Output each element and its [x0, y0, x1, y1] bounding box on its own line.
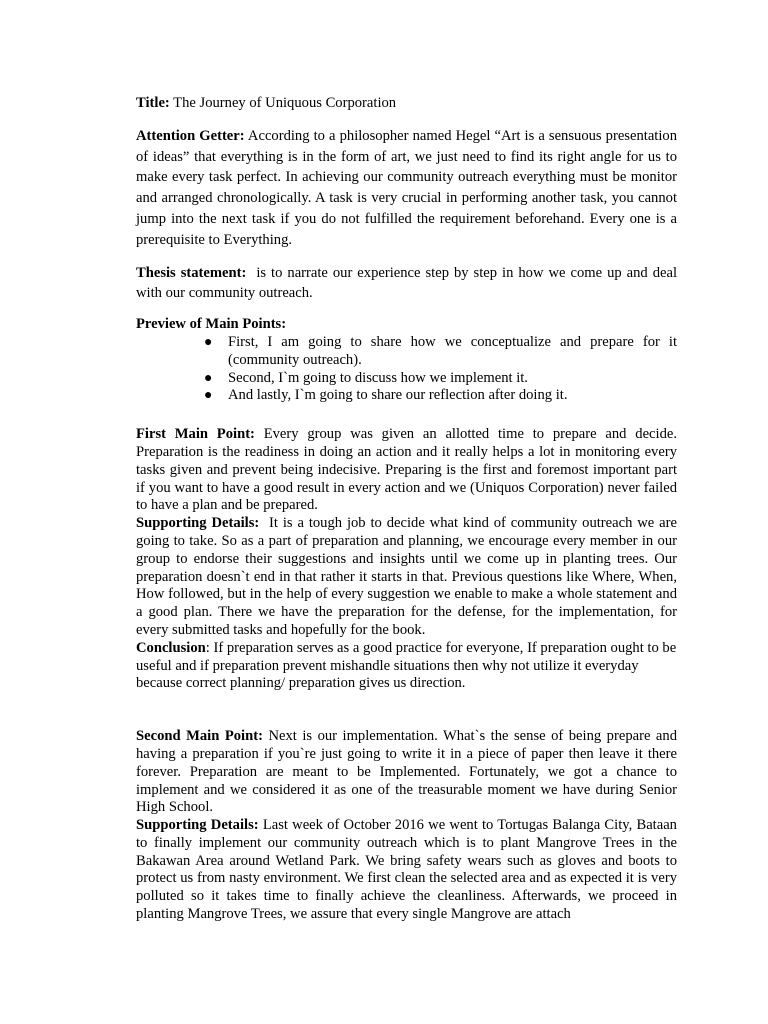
- preview-item-text: And lastly, I`m going to share our reflection after doing it.: [228, 387, 568, 404]
- thesis-label: Thesis statement:: [136, 264, 247, 281]
- second-supporting-paragraph: [136, 817, 677, 924]
- list-item: [204, 369, 677, 388]
- preview-item-text: Second, I`m going to discuss how we implement it.: [228, 369, 528, 386]
- bullet-icon: ●: [204, 370, 213, 386]
- attention-getter-paragraph: [136, 126, 677, 251]
- first-main-point-label: First Main Point:: [136, 426, 255, 443]
- conclusion-label: Conclusion: [136, 639, 206, 656]
- preview-heading: [136, 316, 677, 334]
- attention-getter-text: According to a philosopher named Hegel “Art is a sensuous presentation of ideas” that everything is in the form of art, we just need to find its right angle for us to make every task perfect. In achieving our community outreach everything must be monitor and arranged chronologically. A task is very crucial in performing another task, you cannot jump into the next task if you do not fulfilled the requirement beforehand. Every one is a prerequisite to Everything.: [136, 127, 678, 248]
- thesis-paragraph: [136, 263, 677, 305]
- attention-getter-label: Attention Getter:: [136, 127, 245, 144]
- first-main-point-paragraph: [136, 426, 677, 515]
- preview-label: Preview of Main Points:: [136, 316, 287, 333]
- second-main-point-text: Next is our implementation. What`s the sense of being prepare and having a preparation if you`re just going to write it in a piece of paper then leave it there forever. Preparation are meant to be Implemented. Fortunately, we got a chance to implement and we considered it as one of the treasurable moment we have during Senior High School.: [136, 728, 678, 816]
- preview-list: [136, 334, 677, 405]
- second-main-point-label: Second Main Point:: [136, 728, 263, 745]
- thesis-text: is to narrate our experience step by step in how we come up and deal with our community outreach.: [136, 264, 677, 302]
- second-main-point-paragraph: [136, 728, 677, 817]
- list-item: [204, 333, 677, 370]
- second-supporting-label: Supporting Details:: [136, 817, 259, 834]
- first-supporting-text: It is a tough job to decide what kind of community outreach we are going to take. So as a part of preparation and planning, we encourage every member in our group to endorse their suggestions and insights until we come up in planting trees. Our preparation doesn`t end in that rather it starts in that. Previous questions like Where, When, How followed, but in the help of every suggestion we enable to make a whole statement and a good plan. There we have the preparation for the defense, for the implementation, for every submitted tasks and hopefully for the book.: [136, 515, 677, 638]
- document-body: [136, 93, 677, 924]
- bullet-icon: ●: [204, 334, 213, 350]
- first-main-point-text: Every group was given an allotted time to prepare and decide. Preparation is the readiness in doing an action and it really helps a lot in monitoring every tasks given and prevent being indecisive. Preparing is the first and foremost important part if you want to have a good result in every action and we (Uniquos Corporation) never failed to have a plan and be prepared.: [136, 426, 677, 514]
- list-item: [204, 387, 677, 405]
- first-supporting-paragraph: [136, 515, 677, 640]
- title-label: Title:: [136, 95, 170, 111]
- conclusion-text: : If preparation serves as a good practice for everyone, If preparation ought to be useful and if preparation prevent mishandle situations then why not utilize it everyday because correct planning/ preparation gives us direction.: [136, 639, 677, 692]
- title-text: The Journey of Uniquous Corporation: [173, 95, 397, 111]
- second-supporting-text: Last week of October 2016 we went to Tortugas Balanga City, Bataan to finally implement our community outreach which is to plant Mangrove Trees in the Bakawan Area around Wetland Park. We bring safety wears such as gloves and boots to protect us from nasty environment. We first clean the selected area and as expected it is very polluted so it takes time to finally achieve the cleanliness. Afterwards, we proceed in planting Mangrove Trees, we assure that every single Mangrove are attach: [136, 817, 677, 923]
- title-paragraph: [136, 93, 677, 114]
- bullet-icon: ●: [204, 388, 213, 404]
- preview-item-text: First, I am going to share how we conceptualize and prepare for it (community outreach).: [228, 333, 677, 368]
- conclusion-paragraph: [136, 640, 677, 693]
- first-supporting-label: Supporting Details:: [136, 515, 260, 532]
